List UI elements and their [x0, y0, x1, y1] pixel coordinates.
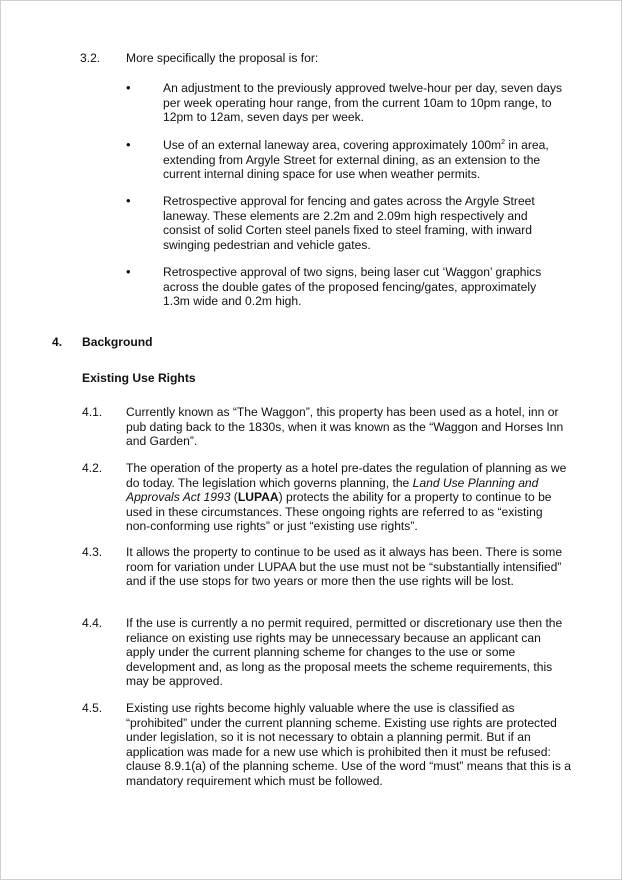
- paragraph-number: 4.5.: [82, 701, 103, 715]
- superscript: 2: [501, 139, 506, 146]
- bullet-icon: [126, 81, 131, 96]
- bullet-item: An adjustment to the previously approved twelve-hour per day, seven days per week operating hour range, from the current 10am to 10pm range, to 12pm to 12am, seven days per week.: [163, 81, 563, 124]
- bullet-item: Retrospective approval for fencing and gates across the Argyle Street laneway. These elements are 2.2m and 2.09m high respectively and consist of solid Corten steel panels fixed to steel framing, with inward swinging pedestrian and vehicle gates.: [163, 194, 535, 252]
- paragraph-number: 4.4.: [82, 616, 103, 630]
- bullet-icon: [126, 265, 131, 280]
- paragraph-number: 4.2.: [82, 461, 103, 475]
- paragraph: Currently known as “The Waggon”, this property has been used as a hotel, inn or pub dating back to the 1830s, when it was known as the “Waggon and Horses Inn and Garden”.: [126, 405, 564, 448]
- paragraph-number: 4.1.: [82, 405, 103, 419]
- abbreviation: LUPAA: [237, 490, 279, 504]
- paragraph: If the use is currently a no permit required, permitted or discretionary use then the reliance on existing use rights may be unnecessary because an applicant can apply under the current planning scheme for changes to the use or some development and, as long as the proposal meets the scheme requirements, this may be approved.: [126, 616, 563, 688]
- paragraph: It allows the property to continue to be used as it always has been. There is some room for variation under LUPAA but the use must not be “substantially intensified” and if the use stops for two years or more then the use rights will be lost.: [126, 545, 563, 588]
- section-number: 4.: [52, 335, 63, 349]
- paragraph: More specifically the proposal is for:: [126, 51, 319, 65]
- section-heading: Background: [82, 335, 153, 349]
- paragraph: The operation of the property as a hotel pre-dates the regulation of planning as we do today. The legislation which governs planning, the Land Use Planning and Approvals Act 1993 (LUPAA) protects the ability for a property to continue to be used in these circumstances. These ongoing rights are referred to as “existing non-conforming use rights” or just “existing use rights”.: [126, 461, 567, 533]
- paragraph: Existing use rights become highly valuable where the use is classified as “prohibited” under the current planning scheme. Existing use rights are protected under legislation, so it is not necessary to obtain a planning permit. But if an application was made for a new use which is prohibited then it must be refused: clause 8.9.1(a) of the planning scheme. Use of the word “must” means that this is a mandatory requirement which must be followed.: [126, 701, 572, 788]
- act-title: Land Use Planning and Approvals Act 1993: [126, 475, 539, 504]
- section-number: 3.2.: [80, 51, 101, 65]
- bullet-icon: [126, 194, 131, 209]
- bullet-item: Retrospective approval of two signs, being laser cut ‘Waggon’ graphics across the double gates of the proposed fencing/gates, approximately 1.3m wide and 0.2m high.: [163, 265, 542, 308]
- paragraph-number: 4.3.: [82, 545, 103, 559]
- subheading: Existing Use Rights: [82, 371, 196, 385]
- bullet-item: Use of an external laneway area, covering approximately $100m^2$ in area, extending from Argyle Street for external dining, as an extension to the current internal dining space for use when weather permits.: [163, 138, 549, 181]
- bullet-icon: [126, 138, 131, 153]
